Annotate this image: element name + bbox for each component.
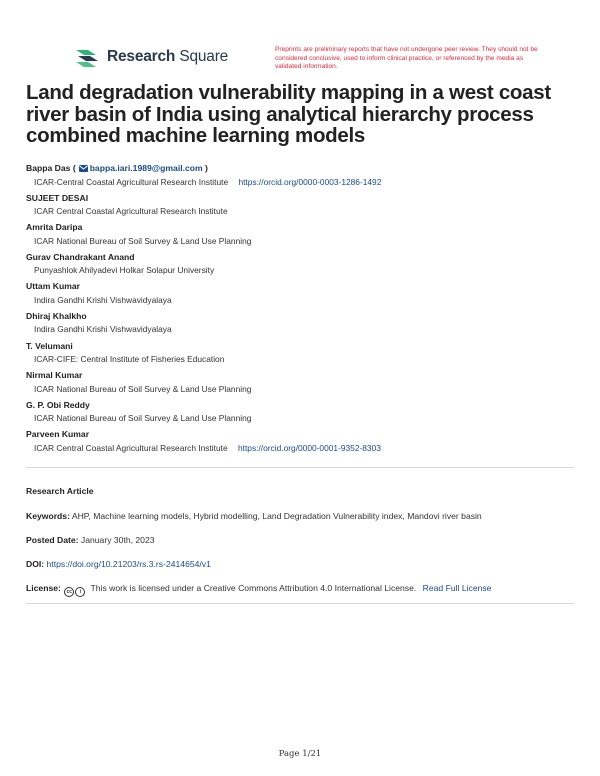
author-name[interactable]: Nirmal Kumar	[26, 370, 83, 381]
author-affiliation: Indira Gandhi Krishi Vishwavidyalaya	[34, 294, 172, 305]
author-affiliation: Punyashlok Ahilyadevi Holkar Solapur University	[34, 265, 215, 276]
author-name[interactable]: SUJEET DESAI	[26, 192, 89, 203]
license	[26, 583, 491, 597]
divider	[26, 603, 574, 604]
paper-title: Land degradation vulnerability mapping in a west coast river basin of India using analytical hierarchy process combined machine learning models	[26, 81, 551, 147]
author-list	[26, 162, 576, 458]
author-entry	[26, 428, 576, 458]
author-name[interactable]: Amrita Daripa	[26, 222, 83, 233]
author-entry	[26, 280, 576, 310]
creative-commons-icon: cc i	[64, 587, 86, 597]
author-affiliation: ICAR-CIFE: Central Institute of Fisheries Education	[34, 354, 225, 365]
author-affiliation: ICAR National Bureau of Soil Survey & Land Use Planning	[34, 413, 252, 424]
author-entry	[26, 310, 576, 340]
author-name[interactable]: Bappa Das	[26, 163, 71, 173]
posted-date-value: January 30th, 2023	[80, 535, 155, 545]
author-name[interactable]: G. P. Obi Reddy	[26, 399, 90, 410]
doi	[26, 559, 211, 569]
read-full-license-link[interactable]: Read Full License	[422, 583, 492, 593]
author-affiliation: ICAR Central Coastal Agricultural Research Institute	[34, 442, 228, 453]
author-entry	[26, 192, 576, 222]
author-name[interactable]: Dhiraj Khalkho	[26, 310, 87, 321]
keywords-value: AHP, Machine learning models, Hybrid modelling, Land Degradation Vulnerability index, Mandovi river basin	[71, 511, 482, 521]
keywords	[26, 511, 482, 521]
orcid-link[interactable]: https://orcid.org/0000-0003-1286-1492	[238, 176, 382, 187]
article-type: Research Article	[26, 486, 94, 496]
author-affiliation: ICAR Central Coastal Agricultural Research Institute	[34, 206, 228, 217]
orcid-link[interactable]: https://orcid.org/0000-0001-9352-8303	[237, 442, 381, 453]
author-affiliation: Indira Gandhi Krishi Vishwavidyalaya	[34, 324, 172, 335]
license-label: License:	[26, 583, 61, 593]
author-entry	[26, 340, 576, 370]
author-name[interactable]: Gurav Chandrakant Anand	[26, 251, 135, 262]
page-number: Page 1/21	[278, 749, 322, 759]
author-entry	[26, 369, 576, 399]
preprint-disclaimer: Preprints are preliminary reports that have not undergone peer review. They should not be considered conclusive, used to inform clinical practice, or referenced by the media as validated information.	[275, 46, 538, 71]
doi-link[interactable]: https://doi.org/10.21203/rs.3.rs-2414654/v1	[46, 559, 211, 569]
keywords-label: Keywords:	[26, 511, 70, 521]
research-square-logo[interactable]	[74, 46, 228, 68]
mail-icon	[79, 163, 88, 175]
doi-label: DOI:	[26, 559, 45, 569]
divider	[26, 467, 574, 468]
author-affiliation: ICAR-Central Coastal Agricultural Research Institute	[34, 176, 229, 187]
author-entry	[26, 251, 576, 281]
author-email-link[interactable]: bappa.iari.1989@gmail.com	[89, 163, 203, 173]
author-name[interactable]: T. Velumani	[26, 340, 73, 351]
author-entry: Bappa Das ( bappa.iari.1989@gmail.com ) ICAR-Central Coastal Agricultural Research Institute https://orcid.org/0000-0003-1286-1492	[26, 163, 382, 187]
posted-date-label: Posted Date:	[26, 535, 79, 545]
author-entry	[26, 221, 576, 251]
logo-wordmark: Research Square	[107, 48, 229, 65]
author-name[interactable]: Uttam Kumar	[26, 281, 80, 292]
author-affiliation: ICAR National Bureau of Soil Survey & Land Use Planning	[34, 235, 252, 246]
author-affiliation: ICAR National Bureau of Soil Survey & Land Use Planning	[34, 383, 252, 394]
author-entry	[26, 399, 576, 429]
author-name[interactable]: Parveen Kumar	[26, 429, 90, 440]
license-text: This work is licensed under a Creative Commons Attribution 4.0 International License.	[90, 583, 417, 593]
posted-date	[26, 535, 155, 545]
research-square-logo-icon	[74, 46, 100, 68]
